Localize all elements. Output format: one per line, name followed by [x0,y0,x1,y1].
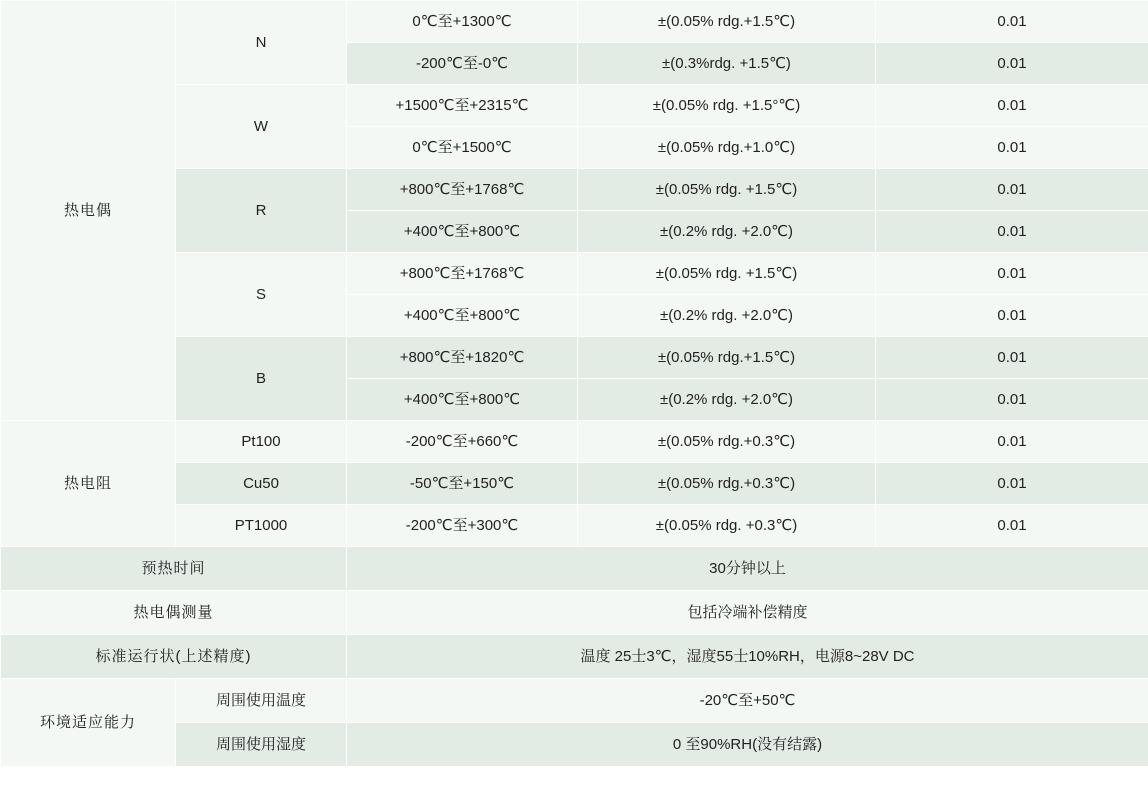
environment-row-value-temperature: -20℃至+50℃ [347,679,1148,723]
range-cell: 0℃至+1300℃ [347,1,578,43]
note-value-standard-condition: 温度 25士3℃，湿度55士10%RH，电源8~28V DC [347,635,1148,679]
range-cell: +800℃至+1820℃ [347,337,578,379]
environment-row-label-temperature: 周围使用温度 [176,679,347,723]
resolution-cell: 0.01 [876,127,1148,169]
resolution-cell: 0.01 [876,1,1148,43]
resolution-cell: 0.01 [876,85,1148,127]
table-row [1,591,1148,635]
resolution-cell: 0.01 [876,379,1148,421]
table-row [1,421,1148,463]
resolution-cell: 0.01 [876,505,1148,547]
note-label-preheat: 预热时间 [1,547,347,591]
accuracy-cell: ±(0.2% rdg. +2.0℃) [578,379,876,421]
sensor-name-r: R [176,169,347,253]
group-label-thermocouple: 热电偶 [1,1,176,421]
table-row [1,1,1148,43]
accuracy-cell: ±(0.05% rdg.+1.5℃) [578,337,876,379]
range-cell: +800℃至+1768℃ [347,169,578,211]
accuracy-cell: ±(0.3%rdg. +1.5℃) [578,43,876,85]
resolution-cell: 0.01 [876,253,1148,295]
table-body [1,1,1148,767]
range-cell: -200℃至-0℃ [347,43,578,85]
resolution-cell: 0.01 [876,421,1148,463]
resolution-cell: 0.01 [876,295,1148,337]
table-row [1,679,1148,723]
range-cell: +400℃至+800℃ [347,211,578,253]
table-row [1,635,1148,679]
note-label-thermocouple-measure: 热电偶测量 [1,591,347,635]
range-cell: +400℃至+800℃ [347,295,578,337]
accuracy-cell: ±(0.05% rdg. +1.5℃) [578,253,876,295]
note-label-standard-condition: 标准运行状(上述精度) [1,635,347,679]
note-value-thermocouple-measure: 包括冷端补偿精度 [347,591,1148,635]
accuracy-cell: ±(0.2% rdg. +2.0℃) [578,211,876,253]
range-cell: -50℃至+150℃ [347,463,578,505]
group-label-rtd: 热电阻 [1,421,176,547]
note-value-preheat: 30分钟以上 [347,547,1148,591]
accuracy-cell: ±(0.05% rdg. +1.5℃) [578,169,876,211]
sensor-name-s: S [176,253,347,337]
group-label-environment: 环境适应能力 [1,679,176,767]
environment-row-value-humidity: 0 至90%RH(没有结露) [347,723,1148,767]
accuracy-cell: ±(0.05% rdg.+1.0℃) [578,127,876,169]
range-cell: +1500℃至+2315℃ [347,85,578,127]
range-cell: 0℃至+1500℃ [347,127,578,169]
sensor-name-pt1000: PT1000 [176,505,347,547]
sensor-name-w: W [176,85,347,169]
environment-row-label-humidity: 周围使用湿度 [176,723,347,767]
resolution-cell: 0.01 [876,169,1148,211]
resolution-cell: 0.01 [876,211,1148,253]
accuracy-cell: ±(0.2% rdg. +2.0℃) [578,295,876,337]
sensor-name-n: N [176,1,347,85]
sensor-name-b: B [176,337,347,421]
resolution-cell: 0.01 [876,43,1148,85]
accuracy-cell: ±(0.05% rdg.+0.3℃) [578,463,876,505]
range-cell: -200℃至+300℃ [347,505,578,547]
range-cell: -200℃至+660℃ [347,421,578,463]
resolution-cell: 0.01 [876,463,1148,505]
accuracy-cell: ±(0.05% rdg.+0.3℃) [578,421,876,463]
sensor-name-cu50: Cu50 [176,463,347,505]
table-row [1,547,1148,591]
sensor-name-pt100: Pt100 [176,421,347,463]
accuracy-cell: ±(0.05% rdg.+1.5℃) [578,1,876,43]
accuracy-cell: ±(0.05% rdg. +1.5°℃) [578,85,876,127]
range-cell: +800℃至+1768℃ [347,253,578,295]
resolution-cell: 0.01 [876,337,1148,379]
range-cell: +400℃至+800℃ [347,379,578,421]
accuracy-cell: ±(0.05% rdg. +0.3℃) [578,505,876,547]
